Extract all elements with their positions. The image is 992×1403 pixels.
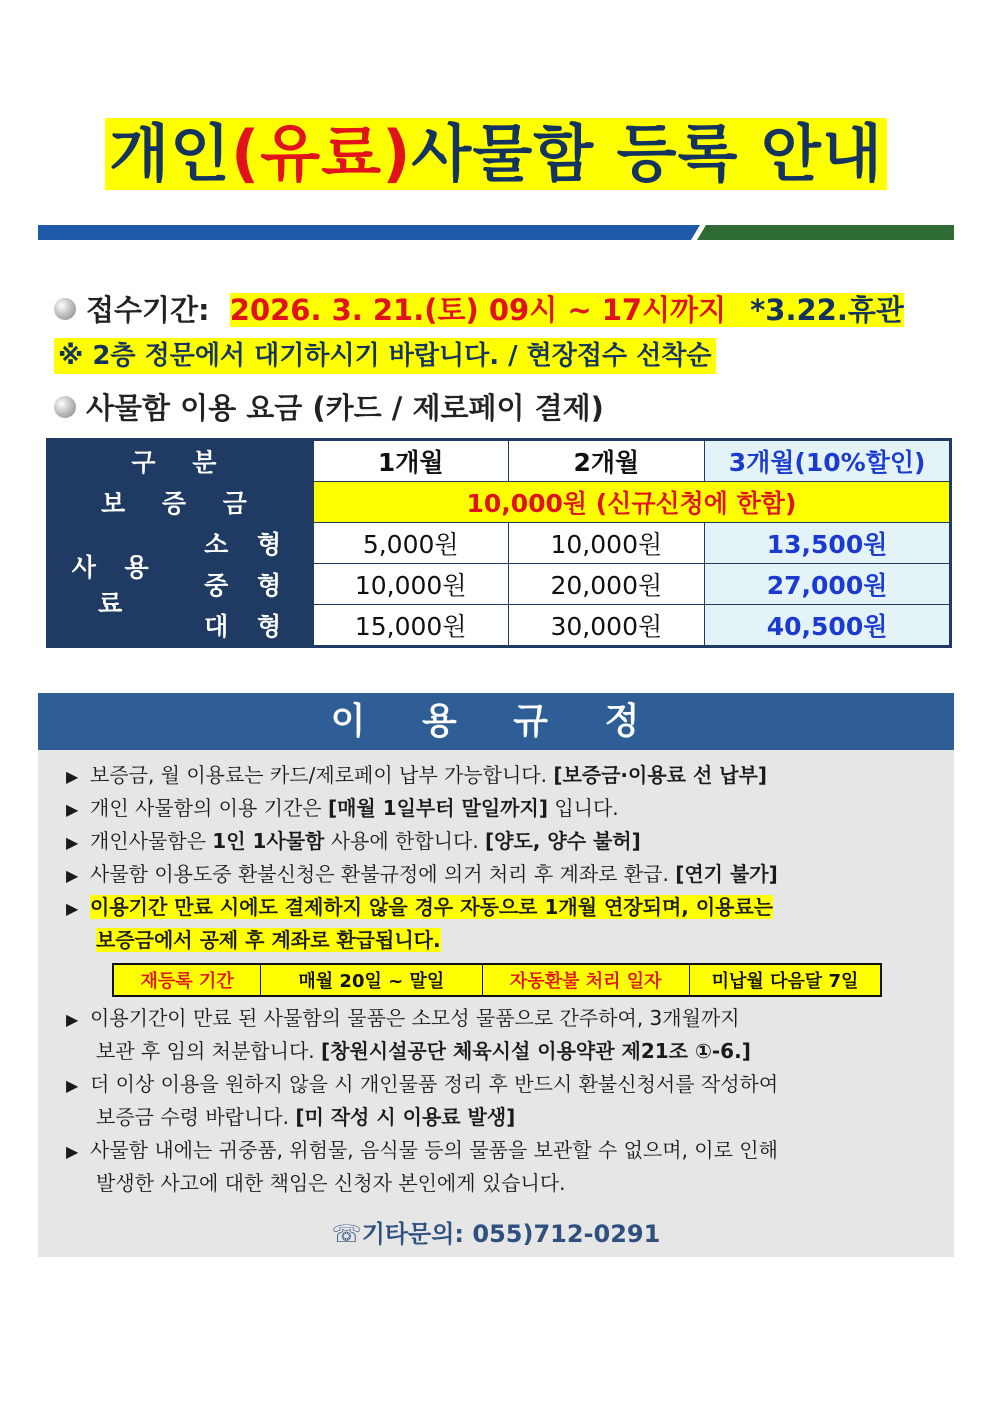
rule-item-continued: 보증금에서 공제 후 계좌로 환급됩니다. [96, 928, 441, 952]
size-label: 소 형 [182, 523, 313, 564]
triangle-bullet-icon: ▶ [66, 767, 79, 786]
refund-date-value: 미납월 다음달 7일 [689, 964, 881, 996]
reception-closed: *3.22.휴관 [726, 293, 904, 327]
reception-date: 2026. 3. 21.(토) 09시 ~ 17시까지 [229, 293, 727, 327]
header-1-month: 1개월 [313, 440, 508, 482]
bullet-ball-icon [54, 298, 76, 320]
reg-period-label: 재등록 기간 [113, 964, 261, 996]
phone-icon: ☏ [331, 1220, 362, 1248]
page-title: 개인(유료)사물함 등록 안내 [105, 118, 887, 190]
fee-cell: 15,000원 [313, 605, 508, 647]
fee-table [46, 438, 952, 648]
fee-cell: 10,000원 [508, 523, 705, 564]
rule-item: ▶ 개인사물함은 1인 1사물함 사용에 한합니다. [양도, 양수 불허] [66, 826, 641, 858]
title-highlight: 유료 [260, 117, 383, 190]
header-stripe [38, 225, 954, 240]
triangle-bullet-icon: ▶ [66, 1076, 79, 1095]
reception-label: 접수기간: [86, 293, 210, 327]
rule-item: ▶ 더 이상 이용을 원하지 않을 시 개인물품 정리 후 반드시 환불신청서를 작성하여 [66, 1069, 778, 1101]
fee-header-row [48, 440, 951, 482]
rule-item: ▶ 보증금, 월 이용료는 카드/제로페이 납부 가능합니다. [보증금·이용료 선 납부] [66, 760, 767, 792]
rule-item: ▶ 개인 사물함의 이용 기간은 [매월 1일부터 말일까지] 입니다. [66, 793, 619, 825]
fee-cell-discount: 40,500원 [705, 605, 951, 647]
rule-item-continued: 보증금 수령 바랍니다. [미 작성 시 이용료 발생] [96, 1105, 516, 1129]
rule-item: ▶ 사물함 내에는 귀중품, 위험물, 음식물 등의 물품을 보관할 수 없으며, 이로 인해 [66, 1135, 778, 1167]
contact-text: 기타문의: 055)712-0291 [361, 1220, 661, 1248]
deposit-value: 10,000원 (신규신청에 한함) [313, 482, 950, 523]
header-2-month: 2개월 [508, 440, 705, 482]
rule-item-continued: 발생한 사고에 대한 책임은 신청자 본인에게 있습니다. [96, 1171, 566, 1195]
fee-row-small [48, 523, 951, 564]
deposit-row [48, 482, 951, 523]
rule-item-continued: 보관 후 임의 처분합니다. [창원시설공단 체육시설 이용약관 제21조 ①-6.] [96, 1039, 751, 1063]
header-category: 구 분 [48, 440, 314, 482]
triangle-bullet-icon: ▶ [66, 899, 79, 918]
fee-cell: 20,000원 [508, 564, 705, 605]
fee-cell: 5,000원 [313, 523, 508, 564]
triangle-bullet-icon: ▶ [66, 800, 79, 819]
fee-cell-discount: 13,500원 [705, 523, 951, 564]
rules-heading: 이 용 규 정 [38, 693, 954, 750]
fee-row-large [48, 605, 951, 647]
fees-heading: 사물함 이용 요금 (카드 / 제로페이 결제) [86, 391, 604, 425]
fee-cell: 30,000원 [508, 605, 705, 647]
fee-row-medium [48, 564, 951, 605]
rule-item-highlight: ▶ 이용기간 만료 시에도 결제하지 않을 경우 자동으로 1개월 연장되며, 이용료는 [66, 892, 773, 924]
reception-line [86, 292, 904, 328]
fee-cell-discount: 27,000원 [705, 564, 951, 605]
contact-line [38, 1214, 954, 1249]
bullet-ball-icon [54, 396, 76, 418]
triangle-bullet-icon: ▶ [66, 1142, 79, 1161]
fee-cell: 10,000원 [313, 564, 508, 605]
triangle-bullet-icon: ▶ [66, 866, 79, 885]
triangle-bullet-icon: ▶ [66, 1010, 79, 1029]
reg-period-value: 매월 20일 ~ 말일 [261, 964, 482, 996]
refund-date-label: 자동환불 처리 일자 [482, 964, 689, 996]
triangle-bullet-icon: ▶ [66, 833, 79, 852]
rule-item: ▶ 사물함 이용도중 환불신청은 환불규정에 의거 처리 후 계좌로 환급. [연기 불가] [66, 859, 778, 891]
deposit-label: 보 증 금 [48, 482, 314, 523]
reception-note: ※ 2층 정문에서 대기하시기 바랍니다. / 현장접수 선착순 [54, 338, 716, 374]
title-wrap [0, 118, 992, 190]
rule-item: ▶ 이용기간이 만료 된 사물함의 물품은 소모성 물품으로 간주하여, 3개월까지 [66, 1003, 740, 1035]
header-3-month: 3개월(10%할인) [705, 440, 951, 482]
schedule-table [112, 963, 882, 997]
usage-label: 사 용 료 [48, 523, 182, 647]
size-label: 중 형 [182, 564, 313, 605]
size-label: 대 형 [182, 605, 313, 647]
